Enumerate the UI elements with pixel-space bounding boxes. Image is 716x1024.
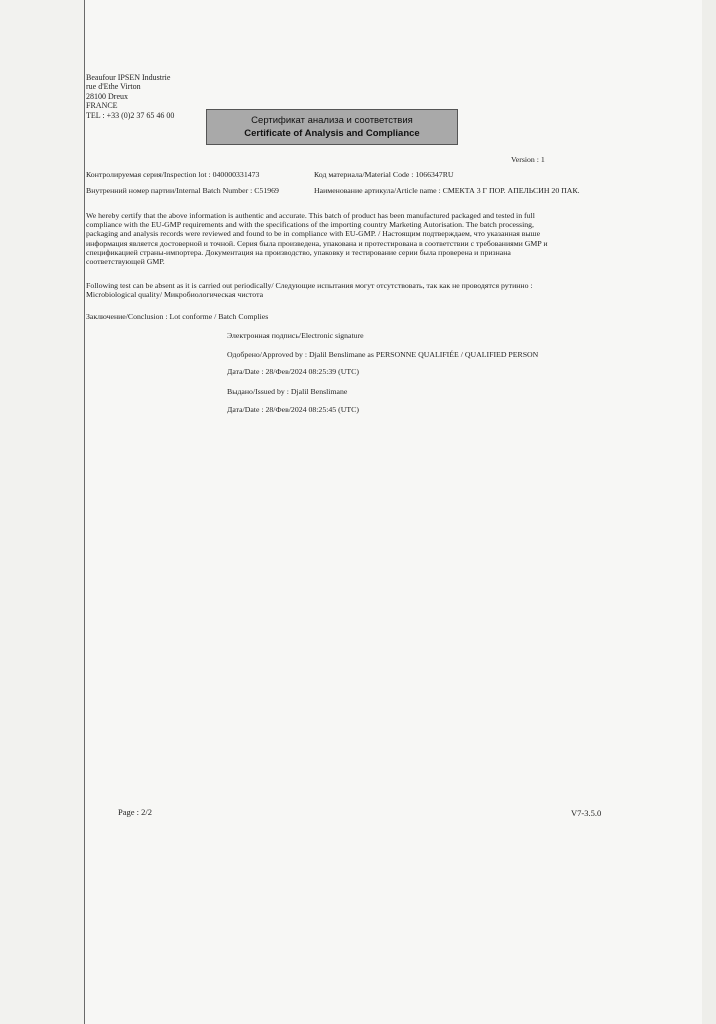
material-code-field: Код материала/Material Code : 1066347RU <box>314 170 454 179</box>
issued-date: Дата/Date : 28/Фев/2024 08:25:45 (UTC) <box>227 405 359 414</box>
certificate-title-box <box>206 109 458 145</box>
certification-line: информация является достоверной и точной. Серия была произведена, упакована и протестирована в соответствии с требованиями GMP и <box>86 238 548 248</box>
certification-line: соответствующей GMP. <box>86 257 165 267</box>
certification-line: packaging and analysis records were reviewed and found to be in compliance with EU-GMP. / Настоящим подтверждаем, что указанная выше <box>86 229 541 239</box>
certification-line: We hereby certify that the above information is authentic and accurate. This batch of product has been manufactured packaged and tested in full <box>86 211 535 220</box>
certification-line: compliance with the EU-GMP requirements and with the specifications of the importing country Marketing Autorisation. The batch processing, <box>86 220 535 230</box>
company-country: FRANCE <box>86 101 118 111</box>
document-version-code: V7-3.5.0 <box>571 808 602 818</box>
periodic-tests-line: Following test can be absent as it is carried out periodically/ Следующие испытания могут отсутствовать, так как не проводятся рутинно : <box>86 281 533 290</box>
company-phone: TEL : +33 (0)2 37 65 46 00 <box>86 110 175 120</box>
article-name-field: Наименование артикула/Article name : СМЕКТА 3 Г ПОР. АПЕЛЬСИН 20 ПАК. <box>314 186 580 195</box>
scan-right-margin <box>702 0 716 1024</box>
electronic-signature-label: Электронная подпись/Electronic signature <box>227 331 364 340</box>
scan-left-margin <box>0 0 85 1024</box>
batch-number-field: Внутренний номер партии/Internal Batch Number : C51969 <box>86 186 279 195</box>
certification-paragraph <box>86 211 548 266</box>
version-label: Version : 1 <box>511 155 545 164</box>
periodic-tests-paragraph <box>86 281 533 299</box>
page-number: Page : 2/2 <box>118 807 152 817</box>
title-english: Certificate of Analysis and Compliance <box>244 128 420 139</box>
conclusion: Заключение/Conclusion : Lot conforme / Batch Complies <box>86 312 269 321</box>
issued-by: Выдано/Issued by : Djalil Benslimane <box>227 387 348 396</box>
company-name: Beaufour IPSEN Industrie <box>86 73 171 82</box>
company-address <box>86 73 174 120</box>
company-street: rue d'Ethe Virton <box>86 82 141 92</box>
approved-date: Дата/Date : 28/Фев/2024 08:25:39 (UTC) <box>227 367 359 376</box>
periodic-tests-line: Microbiological quality/ Микробиологическая чистота <box>86 290 264 300</box>
title-russian: Сертификат анализа и соответствия <box>251 115 413 126</box>
certification-line: спецификацией страны-импортера. Документация на производство, упаковку и тестирование серии была проверена и признана <box>86 247 511 257</box>
inspection-lot-field: Контролируемая серия/Inspection lot : 040000331473 <box>86 170 260 179</box>
approved-by: Одобрено/Approved by : Djalil Benslimane as PERSONNE QUALIFIÉE / QUALIFIED PERSON <box>227 350 539 359</box>
company-city: 28100 Dreux <box>86 91 128 101</box>
